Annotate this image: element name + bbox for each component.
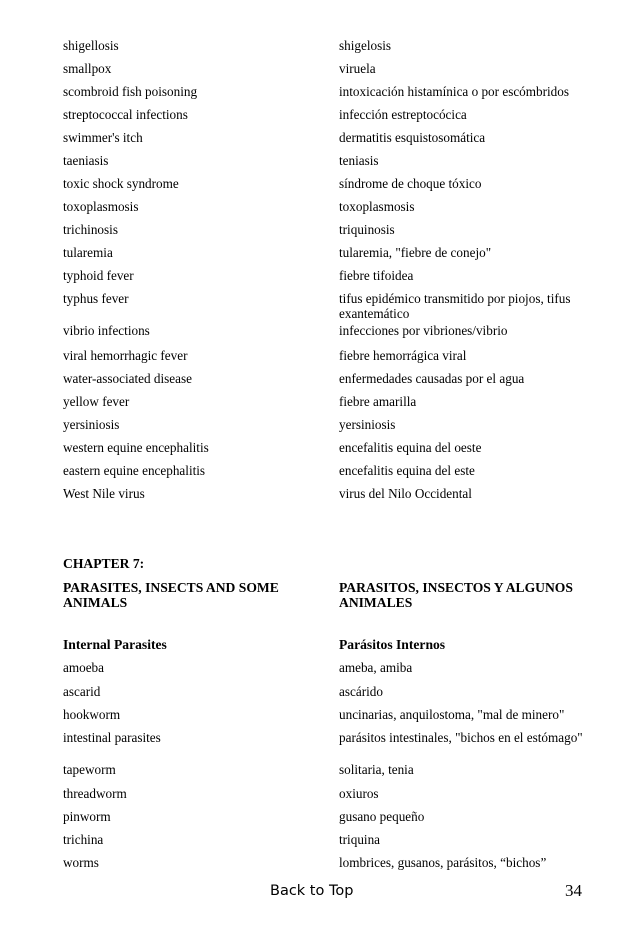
term-english: trichinosis — [63, 222, 118, 237]
term-spanish: uncinarias, anquilostoma, "mal de minero" — [339, 707, 565, 722]
chapter-title-spanish: PARASITOS, INSECTOS Y ALGUNOS ANIMALES — [339, 580, 573, 610]
term-spanish: ascárido — [339, 684, 383, 699]
term-spanish: teniasis — [339, 153, 379, 168]
term-english: streptococcal infections — [63, 107, 188, 122]
term-english: vibrio infections — [63, 323, 150, 338]
term-english: trichina — [63, 832, 104, 847]
term-spanish: intoxicación histamínica o por escómbridos — [339, 84, 569, 99]
term-english: typhoid fever — [63, 268, 134, 283]
term-spanish: solitaria, tenia — [339, 762, 414, 777]
term-spanish: tularemia, "fiebre de conejo" — [339, 245, 492, 260]
term-spanish: virus del Nilo Occidental — [339, 486, 472, 501]
term-english: swimmer's itch — [63, 130, 143, 145]
term-spanish: oxiuros — [339, 786, 379, 801]
term-english: western equine encephalitis — [63, 440, 209, 455]
term-spanish: shigelosis — [339, 38, 392, 53]
term-spanish: infecciones por vibriones/vibrio — [339, 323, 508, 338]
term-english: tularemia — [63, 245, 113, 260]
term-english: eastern equine encephalitis — [63, 463, 206, 478]
term-english: toxic shock syndrome — [63, 176, 179, 191]
term-spanish: lombrices, gusanos, parásitos, “bichos” — [339, 855, 547, 870]
term-spanish: yersiniosis — [339, 417, 396, 432]
term-spanish: triquina — [339, 832, 381, 847]
term-english: hookworm — [63, 707, 121, 722]
term-spanish: fiebre hemorrágica viral — [339, 348, 467, 363]
section-heading-spanish: Parásitos Internos — [339, 637, 446, 652]
term-spanish: toxoplasmosis — [339, 199, 415, 214]
term-english: amoeba — [63, 660, 105, 675]
term-english: tapeworm — [63, 762, 116, 777]
term-spanish: gusano pequeño — [339, 809, 425, 824]
term-english: shigellosis — [63, 38, 119, 53]
term-english: taeniasis — [63, 153, 109, 168]
term-english: viral hemorrhagic fever — [63, 348, 188, 363]
term-english: West Nile virus — [63, 486, 145, 501]
back-to-top-link[interactable]: Back to Top — [270, 883, 354, 899]
term-spanish: encefalitis equina del este — [339, 463, 475, 478]
term-english: scombroid fish poisoning — [63, 84, 198, 99]
page-number: 34 — [565, 881, 582, 900]
term-spanish: síndrome de choque tóxico — [339, 176, 482, 191]
term-spanish: dermatitis esquistosomática — [339, 130, 486, 145]
term-english: typhus fever — [63, 291, 129, 306]
term-spanish: viruela — [339, 61, 376, 76]
term-english: threadworm — [63, 786, 127, 801]
term-english: pinworm — [63, 809, 111, 824]
term-spanish: parásitos intestinales, "bichos en el estómago" — [339, 730, 583, 745]
term-english: water-associated disease — [63, 371, 192, 386]
term-spanish: fiebre tifoidea — [339, 268, 414, 283]
chapter-label: CHAPTER 7: — [63, 556, 145, 571]
section-heading-english: Internal Parasites — [63, 637, 167, 652]
term-spanish: enfermedades causadas por el agua — [339, 371, 525, 386]
term-english: yellow fever — [63, 394, 130, 409]
term-english: yersiniosis — [63, 417, 120, 432]
term-spanish: encefalitis equina del oeste — [339, 440, 482, 455]
chapter-title-english: PARASITES, INSECTS AND SOME ANIMALS — [63, 580, 279, 610]
term-english: toxoplasmosis — [63, 199, 139, 214]
term-spanish: tifus epidémico transmitido por piojos, tifus exantemático — [339, 291, 571, 321]
term-english: smallpox — [63, 61, 112, 76]
term-english: intestinal parasites — [63, 730, 161, 745]
term-spanish: infección estreptocócica — [339, 107, 467, 122]
term-spanish: fiebre amarilla — [339, 394, 417, 409]
term-spanish: ameba, amiba — [339, 660, 413, 675]
term-spanish: triquinosis — [339, 222, 395, 237]
term-english: worms — [63, 855, 99, 870]
term-english: ascarid — [63, 684, 101, 699]
